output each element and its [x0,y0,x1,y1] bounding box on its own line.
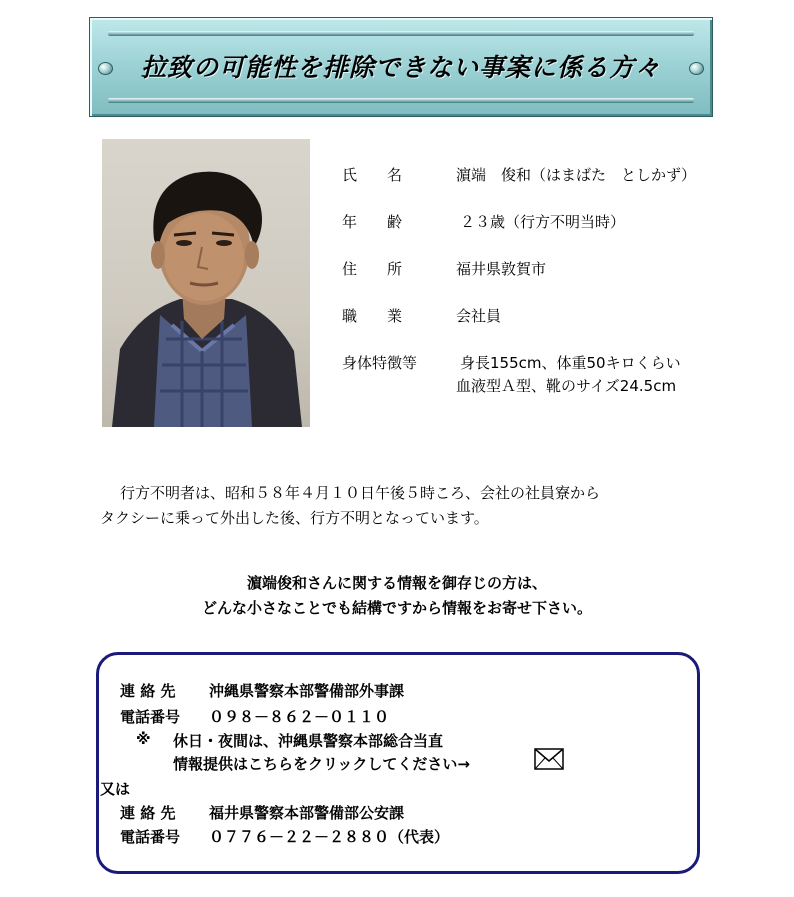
mail-icon[interactable] [534,748,564,770]
info-value-age: ２３歳（行方不明当時） [460,213,626,231]
description-line-2: タクシーに乗って外出した後、行方不明となっています。 [100,509,489,527]
contact-primary-phone-label: 電話番号 [120,708,181,726]
info-label-address: 住 所 [342,260,403,278]
info-label-age: 年 齢 [342,213,403,231]
info-value-features: 身長155cm、体重50キロくらい [460,354,681,372]
contact-secondary-org: 福井県警察本部警備部公安課 [209,804,405,822]
description-line-1: 行方不明者は、昭和５８年４月１０日午後５時ころ、会社の社員寮から [120,484,601,502]
contact-note-text: 休日・夜間は、沖縄県警察本部総合当直 [173,732,444,750]
info-value-occupation: 会社員 [456,307,502,325]
contact-primary-org: 沖縄県警察本部警備部外事課 [209,682,405,700]
person-photo [102,139,310,427]
contact-secondary-label: 連 絡 先 [120,804,176,822]
contact-secondary-phone-label: 電話番号 [120,828,181,846]
info-value-features-2: 血液型Ａ型、靴のサイズ24.5cm [456,377,677,395]
info-label-name: 氏 名 [342,166,403,184]
title-banner [89,17,713,117]
info-value-address: 福井県敦賀市 [456,260,547,278]
portrait-icon [102,139,310,427]
contact-or: 又は [100,780,131,798]
info-label-occupation: 職 業 [342,307,403,325]
contact-primary-label: 連 絡 先 [120,682,176,700]
info-value-name: 濵端 俊和（はまばた としかず） [456,166,697,184]
banner-bottom-bar [108,98,694,103]
appeal-line-2: どんな小さなことでも結構ですから情報をお寄せ下さい。 [201,599,592,617]
contact-primary-phone: ０９８－８６２－０１１０ [209,708,390,726]
contact-note-mark: ※ [136,730,151,748]
info-label-features: 身体特徴等 [342,354,418,372]
appeal-line-1: 濵端俊和さんに関する情報を御存じの方は、 [246,574,547,592]
contact-secondary-phone: ０７７６－２２－２８８０（代表） [209,828,450,846]
banner-top-bar [108,31,694,36]
appeal [0,571,794,621]
banner-title: 拉致の可能性を排除できない事案に係る方々 [140,53,661,82]
description [100,481,720,531]
info-submit-link[interactable]: 情報提供はこちらをクリックしてください→ [173,755,470,773]
